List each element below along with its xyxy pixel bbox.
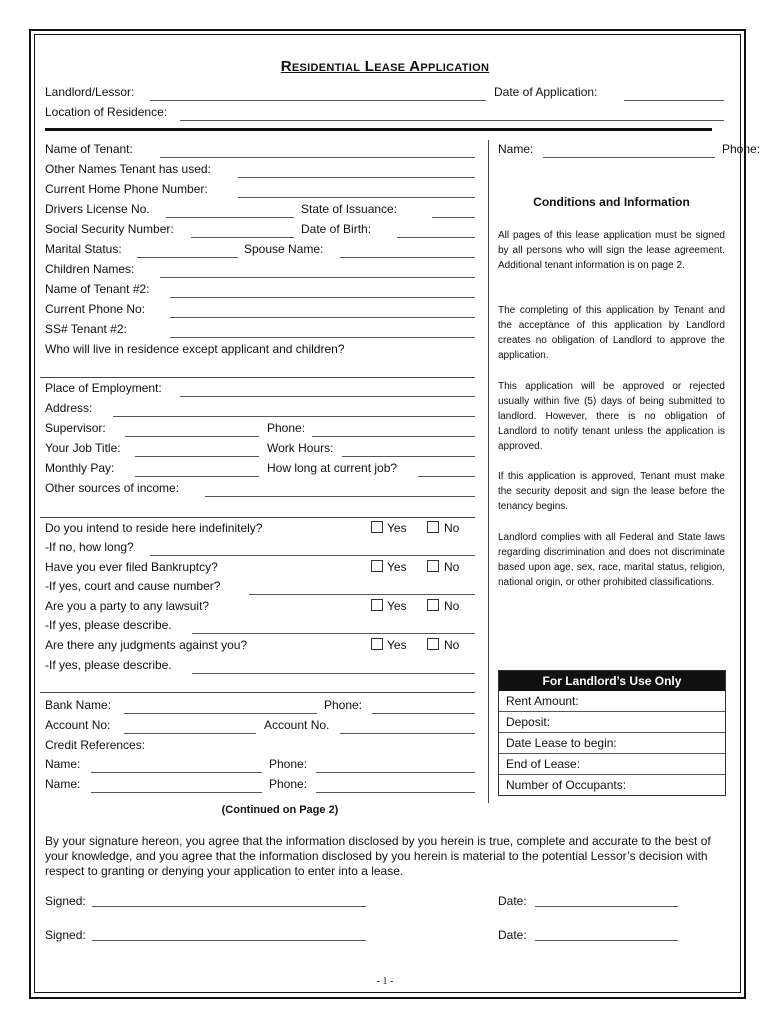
how-long-label: How long at current job? xyxy=(267,461,398,475)
signature-field-2[interactable] xyxy=(92,940,366,941)
date-field-1[interactable] xyxy=(535,906,678,907)
column-divider xyxy=(488,140,489,803)
address-field[interactable] xyxy=(113,416,475,417)
other-income-label: Other sources of income: xyxy=(45,481,180,495)
ssn-field[interactable] xyxy=(191,237,294,238)
employment-place-label: Place of Employment: xyxy=(45,381,162,395)
location-label: Location of Residence: xyxy=(45,105,168,119)
job-title-label: Your Job Title: xyxy=(45,441,121,455)
employer-phone-label: Phone: xyxy=(267,421,306,435)
bank-phone-field[interactable] xyxy=(372,713,475,714)
bank-name-field[interactable] xyxy=(124,713,317,714)
ss2-label: SS# Tenant #2: xyxy=(45,322,127,336)
ss2-field[interactable] xyxy=(170,337,475,338)
credit-ref1-name-field[interactable] xyxy=(91,772,262,773)
spouse-label: Spouse Name: xyxy=(244,242,324,256)
other-income-field[interactable] xyxy=(205,496,475,497)
tenant2-field[interactable] xyxy=(170,297,475,298)
current-phone-label: Current Phone No: xyxy=(45,302,146,316)
credit-ref2-name-field[interactable] xyxy=(91,792,262,793)
landlord-use-box xyxy=(498,670,726,796)
conditions-paragraph-3: This application will be approved or rejected usually within five (5) days of being submitted to landlord. However, there is no obligation of Landlord to notify tenant unless the application is approved. xyxy=(498,381,725,452)
judgments-describe-field[interactable] xyxy=(192,673,475,674)
conditions-paragraph-4: If this application is approved, Tenant must make the security deposit and sign the lease before the tenancy begins. xyxy=(498,471,725,512)
occupants-row[interactable]: Number of Occupants: xyxy=(499,774,725,795)
bankruptcy-no-checkbox[interactable] xyxy=(427,560,439,572)
work-hours-label: Work Hours: xyxy=(267,441,334,455)
date-label-1: Date: xyxy=(498,894,527,908)
right-phone-label: Phone: xyxy=(722,142,761,156)
lawsuit-yes-label: Yes xyxy=(387,599,407,613)
court-field[interactable] xyxy=(249,594,475,595)
conditions-paragraph-2: The completing of this application by Tenant and the acceptance of this application by Landlord creates no obligation of Landlord to approve the application. xyxy=(498,305,725,361)
credit-ref1-name-label: Name: xyxy=(45,757,81,771)
judgments-no-checkbox[interactable] xyxy=(427,638,439,650)
bankruptcy-question: Have you ever filed Bankruptcy? xyxy=(45,560,218,574)
license-field[interactable] xyxy=(166,217,294,218)
dob-field[interactable] xyxy=(397,237,475,238)
landlord-use-title: For Landlord’s Use Only xyxy=(499,671,725,691)
job-title-field[interactable] xyxy=(135,456,259,457)
lawsuit-describe-label: -If yes, please describe. xyxy=(45,618,172,632)
signed-label-1: Signed: xyxy=(45,894,86,908)
credit-ref1-phone-field[interactable] xyxy=(316,772,475,773)
lease-end-row[interactable]: End of Lease: xyxy=(499,753,725,774)
signed-label-2: Signed: xyxy=(45,928,86,942)
reside-yes-checkbox[interactable] xyxy=(371,521,383,533)
credit-ref1-phone-label: Phone: xyxy=(269,757,308,771)
credit-refs-label: Credit References: xyxy=(45,738,146,752)
children-label: Children Names: xyxy=(45,262,135,276)
judgments-yes-label: Yes xyxy=(387,638,407,652)
state-field[interactable] xyxy=(432,217,475,218)
signature-field-1[interactable] xyxy=(92,906,366,907)
lawsuit-describe-field[interactable] xyxy=(192,633,475,634)
conditions-title: Conditions and Information xyxy=(533,195,690,209)
children-field[interactable] xyxy=(160,277,475,278)
credit-ref2-phone-field[interactable] xyxy=(316,792,475,793)
other-names-label: Other Names Tenant has used: xyxy=(45,162,211,176)
employment-divider xyxy=(40,377,475,378)
if-no-label: -If no, how long? xyxy=(45,540,134,554)
account-no-label: Account No: xyxy=(45,718,111,732)
lawsuit-question: Are you a party to any lawsuit? xyxy=(45,599,210,613)
license-label: Drivers License No. xyxy=(45,202,150,216)
supervisor-label: Supervisor: xyxy=(45,421,106,435)
employment-place-field[interactable] xyxy=(180,396,475,397)
work-hours-field[interactable] xyxy=(342,456,475,457)
right-name-label: Name: xyxy=(498,142,534,156)
lease-begin-row[interactable]: Date Lease to begin: xyxy=(499,732,725,753)
employer-phone-field[interactable] xyxy=(312,436,475,437)
lawsuit-no-checkbox[interactable] xyxy=(427,599,439,611)
tenant-name-label: Name of Tenant: xyxy=(45,142,133,156)
judgments-question: Are there any judgments against you? xyxy=(45,638,248,652)
bank-name-label: Bank Name: xyxy=(45,698,112,712)
reside-no-label: No xyxy=(444,521,460,535)
credit-ref2-phone-label: Phone: xyxy=(269,777,308,791)
current-phone-field[interactable] xyxy=(170,317,475,318)
lawsuit-no-label: No xyxy=(444,599,460,613)
date-label-2: Date: xyxy=(498,928,527,942)
conditions-paragraph-1: All pages of this lease application must be signed by all persons who will sign the lease agreement. Additional tenant information is on page 2. xyxy=(498,230,725,271)
tenant-name-field[interactable] xyxy=(160,157,475,158)
reside-yes-label: Yes xyxy=(387,521,407,535)
who-lives-label: Who will live in residence except applicant and children? xyxy=(45,342,345,356)
judgments-describe-label: -If yes, please describe. xyxy=(45,658,172,672)
bank-phone-label: Phone: xyxy=(324,698,363,712)
page-number: - 1 - xyxy=(376,976,394,987)
conditions-paragraph-5: Landlord complies with all Federal and State laws regarding discrimination and does not discriminate based upon age, sex, race, marital status, religion, national origin, or other prohibited classifications. xyxy=(498,532,725,588)
credit-ref2-name-label: Name: xyxy=(45,777,81,791)
monthly-pay-field[interactable] xyxy=(135,476,259,477)
landlord-label: Landlord/Lessor: xyxy=(45,85,135,99)
marital-label: Marital Status: xyxy=(45,242,122,256)
bankruptcy-yes-label: Yes xyxy=(387,560,407,574)
state-label: State of Issuance: xyxy=(301,202,398,216)
reside-question: Do you intend to reside here indefinitely? xyxy=(45,521,263,535)
continued-note: (Continued on Page 2) xyxy=(221,804,339,816)
dob-label: Date of Birth: xyxy=(301,222,372,236)
lawsuit-yes-checkbox[interactable] xyxy=(371,599,383,611)
tenant2-label: Name of Tenant #2: xyxy=(45,282,150,296)
address-label: Address: xyxy=(45,401,93,415)
how-long-field[interactable] xyxy=(418,476,475,477)
marital-field[interactable] xyxy=(137,257,238,258)
supervisor-field[interactable] xyxy=(125,436,259,437)
right-name-field[interactable] xyxy=(543,157,715,158)
account-no2-label: Account No. xyxy=(264,718,330,732)
agreement-paragraph: By your signature hereon, you agree that the information disclosed by you herein is true, complete and accurate to the best of your knowledge, and you agree that the information disclosed by you herein is material to the potential Lessor’s decision with respect to granting or denying your application to enter into a lease. xyxy=(45,834,711,878)
deposit-row[interactable]: Deposit: xyxy=(499,711,725,732)
header-divider xyxy=(45,128,712,131)
bank-divider xyxy=(40,692,475,693)
judgments-no-label: No xyxy=(444,638,460,652)
monthly-pay-label: Monthly Pay: xyxy=(45,461,115,475)
location-field[interactable] xyxy=(180,120,724,121)
date-of-application-label: Date of Application: xyxy=(494,85,598,99)
page-title: Residential Lease Application xyxy=(280,58,490,75)
date-field-2[interactable] xyxy=(535,940,678,941)
questions-divider xyxy=(40,517,475,518)
account-no-field[interactable] xyxy=(124,733,256,734)
landlord-field[interactable] xyxy=(150,100,486,101)
account-no2-field[interactable] xyxy=(340,733,475,734)
home-phone-field[interactable] xyxy=(238,197,475,198)
reside-no-checkbox[interactable] xyxy=(427,521,439,533)
other-names-field[interactable] xyxy=(238,177,475,178)
if-no-field[interactable] xyxy=(150,555,475,556)
bankruptcy-no-label: No xyxy=(444,560,460,574)
date-of-application-field[interactable] xyxy=(624,100,724,101)
court-label: -If yes, court and cause number? xyxy=(45,579,221,593)
judgments-yes-checkbox[interactable] xyxy=(371,638,383,650)
bankruptcy-yes-checkbox[interactable] xyxy=(371,560,383,572)
ssn-label: Social Security Number: xyxy=(45,222,174,236)
spouse-field[interactable] xyxy=(340,257,475,258)
home-phone-label: Current Home Phone Number: xyxy=(45,182,208,196)
rent-amount-row[interactable]: Rent Amount: xyxy=(506,694,579,708)
